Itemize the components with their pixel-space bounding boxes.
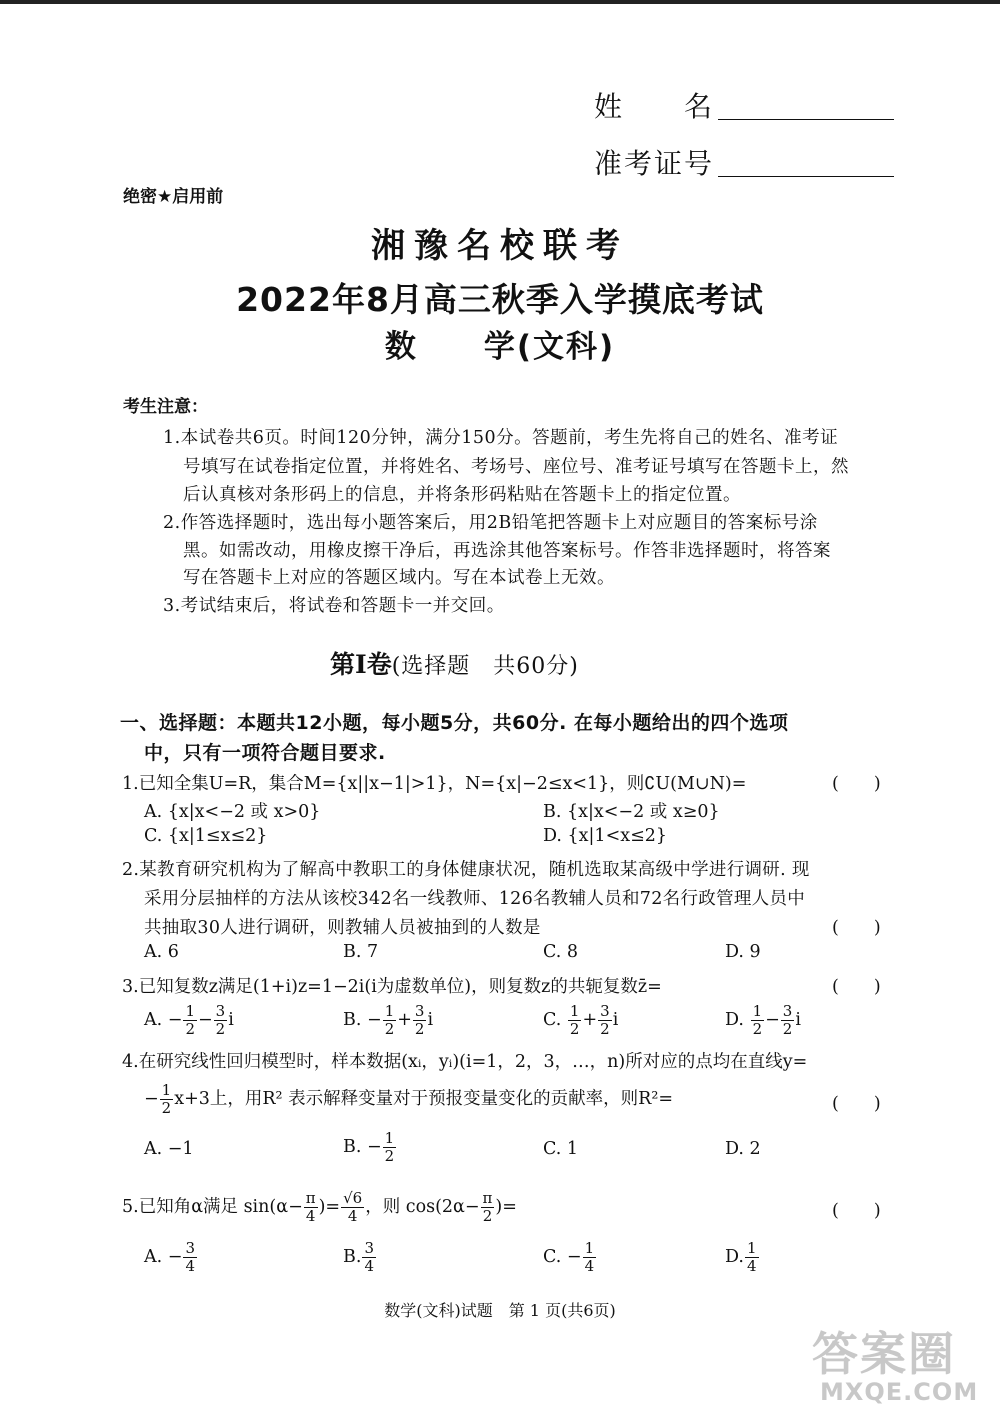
- question-4-stem-cont: − $\frac{1}{2}$ x+3上，用R² 表示解释变量对于预报变量变化的贡献率，则R²=: [144, 1081, 673, 1117]
- fraction: $\frac{1}{4}$: [746, 1239, 757, 1275]
- q4-option-a[interactable]: A. −1: [144, 1139, 194, 1159]
- fraction: $\frac{\pi}{2}$: [482, 1189, 493, 1225]
- section-title: [330, 645, 579, 681]
- question-3-stem: 3.已知复数z满足(1+i)z=1−2i(i为虚数单位)，则复数z的共轭复数z̄=: [122, 977, 662, 997]
- question-5-stem: 5.已知角α满足 sin(α− $\frac{\pi}{4}$ )= $\frac{√6}{4}$ ，则 cos(2α− $\frac{\pi}{2}$ )=: [122, 1189, 517, 1225]
- fraction: $\frac{3}{4}$: [185, 1239, 195, 1275]
- answer-paren[interactable]: ( ): [832, 918, 881, 938]
- question-4-stem: 4.在研究线性回归模型时，样本数据(xᵢ，yᵢ)(i=1，2，3，…，n)所对应的点均在直线y=: [122, 1052, 808, 1072]
- fraction: $\frac{1}{2}$: [384, 1002, 395, 1038]
- fraction: $\frac{3}{2}$: [414, 1002, 425, 1038]
- exam-name-title: 2022年8月高三秋季入学摸底考试: [236, 280, 764, 319]
- q5-option-a[interactable]: A. − $\frac{3}{4}$: [144, 1239, 195, 1275]
- top-border: [0, 0, 1000, 4]
- answer-paren[interactable]: ( ): [832, 1201, 881, 1221]
- section-title-bold: 第Ⅰ卷: [330, 650, 392, 679]
- answer-paren[interactable]: ( ): [832, 1094, 881, 1114]
- confidential-mark: 绝密★启用前: [123, 187, 224, 207]
- q5-option-b[interactable]: B. $\frac{3}{4}$: [343, 1239, 374, 1275]
- answer-paren[interactable]: ( ): [832, 977, 881, 997]
- fraction: $\frac{3}{2}$: [782, 1002, 793, 1038]
- notice-line: 2.作答选择题时，选出每小题答案后，用2B铅笔把答题卡上对应题目的答案标号涂: [163, 513, 818, 533]
- fraction: $\frac{1}{2}$: [161, 1081, 172, 1117]
- q5-option-d[interactable]: D. $\frac{1}{4}$: [725, 1239, 757, 1275]
- exam-organizer-title: 湘豫名校联考: [371, 226, 629, 266]
- notice-line: 后认真核对条形码上的信息，并将条形码粘贴在答题卡上的指定位置。: [183, 485, 741, 505]
- q1-option-c[interactable]: C. {x|1≤x≤2}: [144, 826, 268, 846]
- q3-option-d[interactable]: D. $\frac{1}{2}$ − $\frac{3}{2}$ i: [725, 1002, 801, 1038]
- notice-heading: 考生注意：: [123, 397, 208, 417]
- notice-line: 写在答题卡上对应的答题区域内。写在本试卷上无效。: [183, 568, 615, 588]
- q1-option-d[interactable]: D. {x|1<x≤2}: [543, 826, 668, 846]
- q2-option-d[interactable]: D. 9: [725, 942, 761, 962]
- q4-option-c[interactable]: C. 1: [543, 1139, 579, 1159]
- q3-option-b[interactable]: B. − $\frac{1}{2}$ + $\frac{3}{2}$ i: [343, 1002, 434, 1038]
- q4-option-d[interactable]: D. 2: [725, 1139, 761, 1159]
- q2-option-a[interactable]: A. 6: [144, 942, 179, 962]
- exam-id-label: 准考证号: [594, 147, 715, 180]
- fraction: $\frac{1}{2}$: [185, 1002, 195, 1038]
- watermark-logo: 答案圈: [812, 1327, 956, 1381]
- fraction: $\frac{1}{2}$: [752, 1002, 763, 1038]
- fraction: $\frac{3}{2}$: [215, 1002, 226, 1038]
- section-instructions-cont: 中，只有一项符合题目要求.: [144, 742, 386, 764]
- exam-id-field-line[interactable]: [718, 176, 894, 177]
- notice-line: 1.本试卷共6页。时间120分钟，满分150分。答题前，考生先将自己的姓名、准考证: [163, 428, 839, 448]
- fraction: $\frac{1}{2}$: [569, 1002, 580, 1038]
- section-title-rest: (选择题 共60分): [391, 654, 579, 679]
- section-instructions: 一、选择题：本题共12小题，每小题5分，共60分. 在每小题给出的四个选项: [120, 712, 789, 734]
- q3-option-a[interactable]: A. − $\frac{1}{2}$ − $\frac{3}{2}$ i: [144, 1002, 234, 1038]
- q2-option-c[interactable]: C. 8: [543, 942, 579, 962]
- subject-title: 数 学(文科): [384, 329, 616, 365]
- q3-option-c[interactable]: C. $\frac{1}{2}$ + $\frac{3}{2}$ i: [543, 1002, 619, 1038]
- fraction: $\frac{√6}{4}$: [343, 1189, 363, 1225]
- q1-option-a[interactable]: A. {x|x<−2 或 x>0}: [144, 802, 321, 822]
- fraction: $\frac{1}{4}$: [584, 1239, 595, 1275]
- notice-line: 号填写在试卷指定位置，并将姓名、考场号、座位号、准考证号填写在答题卡上，然: [183, 457, 849, 477]
- fraction: $\frac{3}{4}$: [364, 1239, 374, 1275]
- notice-line: 黑。如需改动，用橡皮擦干净后，再选涂其他答案标号。作答非选择题时，将答案: [183, 541, 831, 561]
- q5-option-c[interactable]: C. − $\frac{1}{4}$: [543, 1239, 595, 1275]
- name-field-line[interactable]: [718, 119, 894, 120]
- name-label: 姓 名: [594, 90, 715, 123]
- question-2-stem: 2.某教育研究机构为了解高中教职工的身体健康状况，随机选取某高级中学进行调研. 现: [122, 860, 810, 880]
- watermark-url: MXQE.COM: [820, 1378, 979, 1406]
- fraction: $\frac{3}{2}$: [600, 1002, 610, 1038]
- question-1-stem: 1.已知全集U=R，集合M={x||x−1|>1}，N={x|−2≤x<1}，则∁U(M∪N)=: [122, 774, 747, 794]
- answer-paren[interactable]: ( ): [832, 774, 881, 794]
- question-2-stem-cont: 采用分层抽样的方法从该校342名一线教师、126名教辅人员和72名行政管理人员中: [144, 889, 806, 909]
- fraction: $\frac{1}{2}$: [384, 1129, 395, 1165]
- q2-option-b[interactable]: B. 7: [343, 942, 379, 962]
- fraction: $\frac{\pi}{4}$: [305, 1189, 316, 1225]
- question-2-stem-cont: 共抽取30人进行调研，则教辅人员被抽到的人数是: [144, 918, 541, 938]
- q1-option-b[interactable]: B. {x|x<−2 或 x≥0}: [543, 802, 720, 822]
- notice-line: 3.考试结束后，将试卷和答题卡一并交回。: [163, 596, 505, 616]
- q4-option-b[interactable]: B. − $\frac{1}{2}$: [343, 1129, 395, 1165]
- page-footer: 数学(文科)试题 第 1 页(共6页): [384, 1301, 616, 1320]
